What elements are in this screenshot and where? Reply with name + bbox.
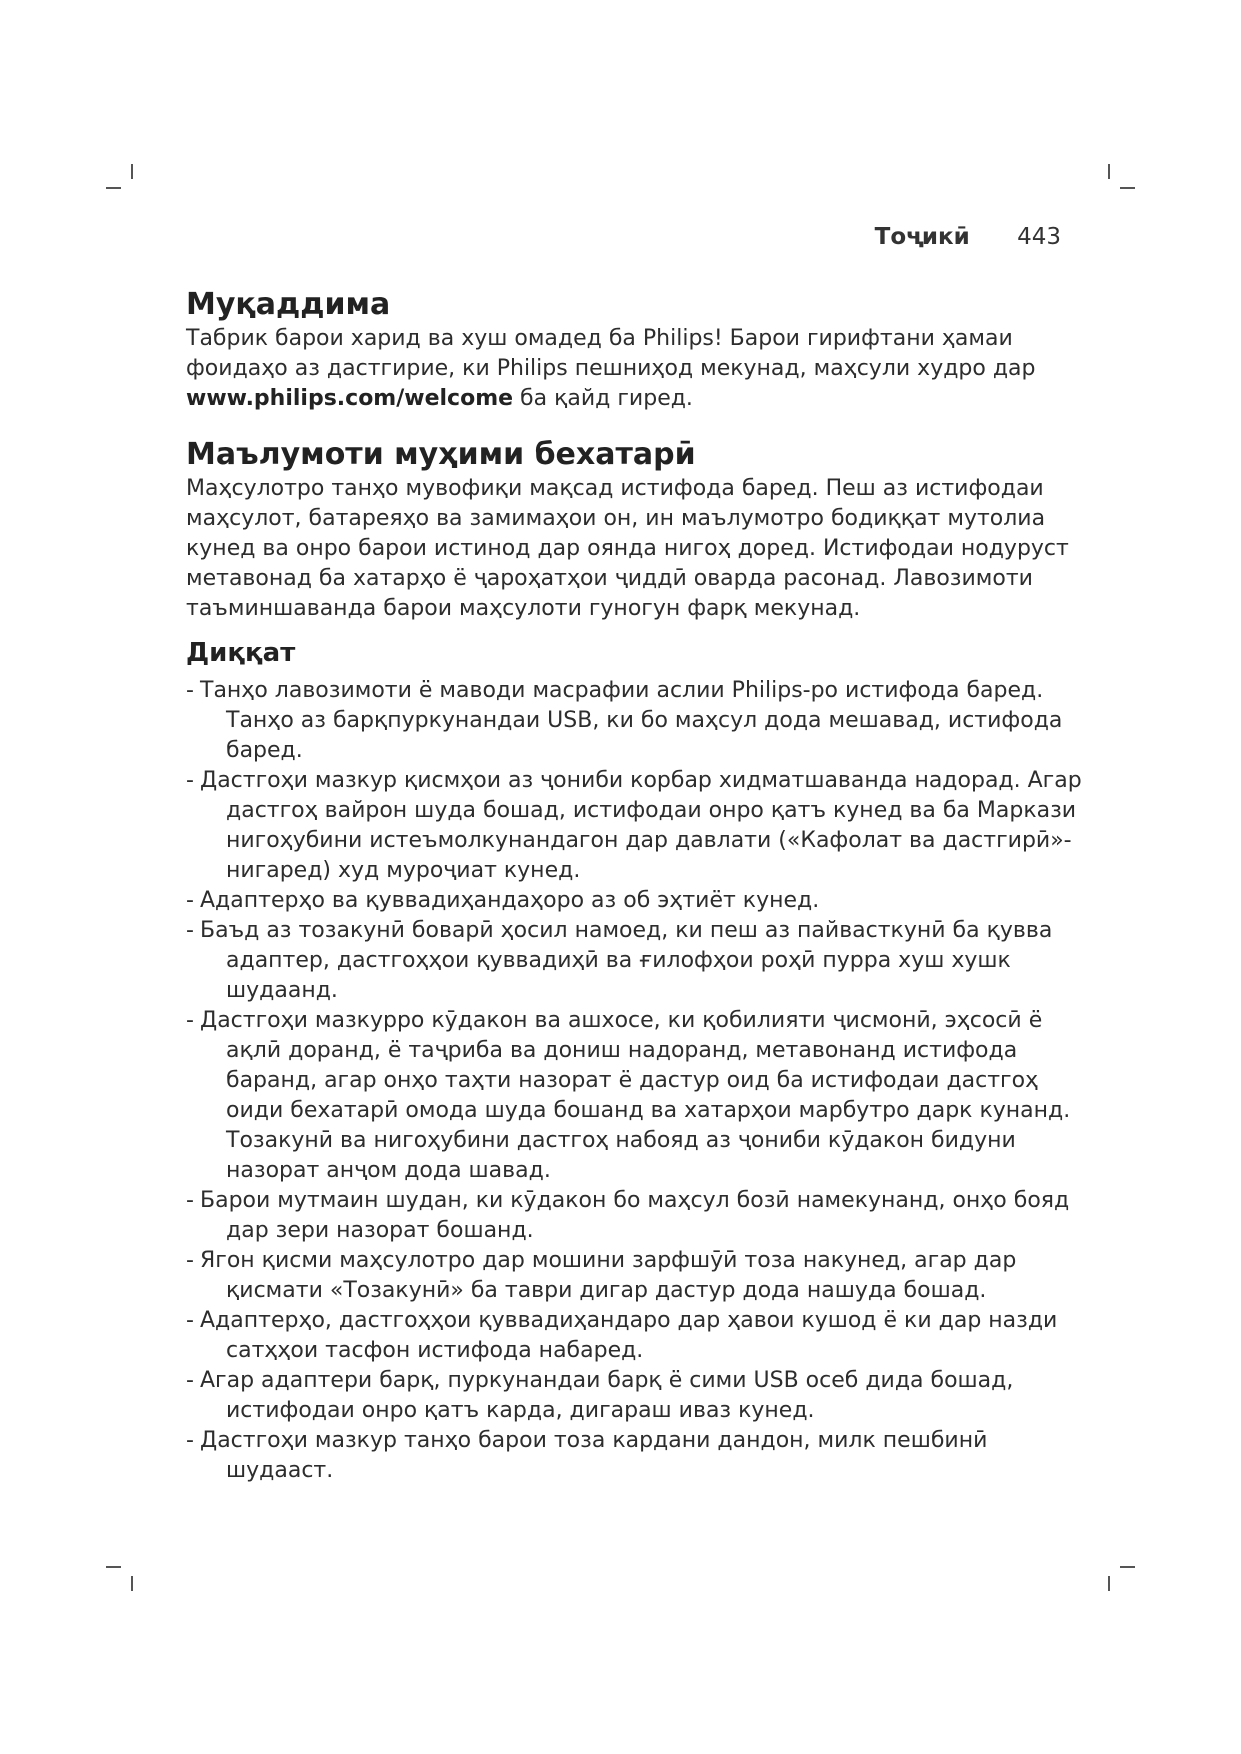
- bullet-dash: -: [186, 918, 194, 943]
- crop-mark-bottom-left-h: [106, 1566, 121, 1568]
- list-item: [186, 766, 1086, 886]
- crop-mark-bottom-right-v: [1108, 1576, 1110, 1591]
- page-number: 443: [1017, 224, 1061, 250]
- intro-text-before-link: Табрик барои харид ва хуш омадед ба Philips! Барои гирифтани ҳамаи фоидаҳо аз дастгирие, ки Philips пешниҳод мекунад, маҳсули худро дар: [186, 326, 1036, 381]
- bullet-dash: -: [186, 1248, 194, 1273]
- crop-mark-top-right-v: [1108, 164, 1110, 179]
- list-item-text: Дастгоҳи мазкур қисмҳои аз ҷониби корбар хидматшаванда надорад. Агар дастгоҳ вайрон шуда бошад, истифодаи онро қатъ кунед ва ба Маркази нигоҳубини истеъмолкунандагон дар давлати («Кафолат ва дастгирӣ»-нигаред) худ муроҷиат кунед.: [200, 768, 1082, 883]
- list-item: [186, 1426, 1086, 1486]
- crop-mark-bottom-right-h: [1120, 1566, 1135, 1568]
- intro-heading: Муқаддима: [186, 287, 391, 322]
- welcome-link[interactable]: www.philips.com/welcome: [186, 386, 514, 411]
- bullet-dash: -: [186, 1188, 194, 1213]
- list-item: [186, 1186, 1086, 1246]
- list-item-text: Дастгоҳи мазкур танҳо барои тоза кардани дандон, милк пешбинӣ шудааст.: [200, 1428, 988, 1483]
- crop-mark-bottom-left-v: [131, 1576, 133, 1591]
- intro-text-after-link: ба қайд гиред.: [513, 386, 693, 411]
- bullet-dash: -: [186, 1428, 194, 1453]
- bullet-dash: -: [186, 1368, 194, 1393]
- list-item-text: Танҳо лавозимоти ё маводи масрафии аслии Philips-ро истифода баред. Танҳо аз барқпуркунандаи USB, ки бо маҳсул дода мешавад, истифода баред.: [200, 678, 1063, 763]
- safety-heading: Маълумоти муҳими бехатарӣ: [186, 437, 696, 472]
- intro-paragraph: [186, 324, 1086, 414]
- safety-section: [186, 436, 1086, 624]
- list-item-text: Дастгоҳи мазкурро кӯдакон ва ашхосе, ки қобилияти ҷисмонӣ, эҳсосӣ ё ақлӣ доранд, ё таҷриба ва дониш надоранд, метавонанд истифода баранд, агар онҳо таҳти назорат ё дастур оид ба истифодаи дастгоҳ оиди бехатарӣ омода шуда бошанд ва хатарҳои марбутро дарк кунанд. Тозакунӣ ва нигоҳубини дастгоҳ набояд аз ҷониби кӯдакон бидуни назорат анҷом дода шавад.: [200, 1008, 1071, 1183]
- list-item: [186, 916, 1086, 1006]
- list-item-text: Агар адаптери барқ, пуркунандаи барқ ё сими USB осеб дида бошад, истифодаи онро қатъ карда, дигараш иваз кунед.: [200, 1368, 1014, 1423]
- list-item: [186, 1006, 1086, 1186]
- list-item-text: Адаптерҳо, дастгоҳҳои қуввадиҳандаро дар ҳавои кушод ё ки дар назди сатҳҳои тасфон истифода набаред.: [200, 1308, 1058, 1363]
- page-header: [875, 224, 1061, 250]
- caution-heading: Диққат: [186, 638, 296, 668]
- safety-paragraph: Маҳсулотро танҳо мувофиқи мақсад истифода баред. Пеш аз истифодаи маҳсулот, батареяҳо ва замимаҳои он, ин маълумотро бодиққат мутолиа кунед ва онро барои истинод дар оянда нигоҳ доред. Истифодаи нодуруст метавонад ба хатарҳо ё ҷароҳатҳои ҷиддӣ оварда расонад. Лавозимоти таъминшаванда барои маҳсулоти гуногун фарқ мекунад.: [186, 476, 1069, 621]
- list-item: [186, 1306, 1086, 1366]
- bullet-dash: -: [186, 888, 194, 913]
- bullet-dash: -: [186, 1308, 194, 1333]
- list-item-text: Баъд аз тозакунӣ боварӣ ҳосил намоед, ки пеш аз пайвасткунӣ ба қувва адаптер, дастгоҳҳои қуввадиҳӣ ва ғилофҳои роҳӣ пурра хуш хушк шудаанд.: [200, 918, 1053, 1003]
- list-item-text: Адаптерҳо ва қуввадиҳандаҳоро аз об эҳтиёт кунед.: [200, 888, 820, 913]
- crop-mark-top-left-h: [106, 187, 121, 189]
- list-item: [186, 1366, 1086, 1426]
- list-item: [186, 676, 1086, 766]
- language-label: Тоҷикӣ: [874, 224, 970, 250]
- list-item-text: Барои мутмаин шудан, ки кӯдакон бо маҳсул бозӣ намекунанд, онҳо бояд дар зери назорат бошанд.: [200, 1188, 1070, 1243]
- list-item-text: Ягон қисми маҳсулотро дар мошини зарфшӯӣ тоза накунед, агар дар қисмати «Тозакунӣ» ба таври дигар дастур дода нашуда бошад.: [200, 1248, 1017, 1303]
- bullet-dash: -: [186, 1008, 194, 1033]
- crop-mark-top-left-v: [131, 164, 133, 179]
- intro-section: [186, 286, 1086, 414]
- bullet-dash: -: [186, 768, 194, 793]
- bullet-dash: -: [186, 678, 194, 703]
- caution-section: [186, 636, 1086, 1486]
- caution-list: [186, 676, 1086, 1486]
- list-item: [186, 886, 1086, 916]
- crop-mark-top-right-h: [1120, 187, 1135, 189]
- page-content: [186, 286, 1086, 1486]
- list-item: [186, 1246, 1086, 1306]
